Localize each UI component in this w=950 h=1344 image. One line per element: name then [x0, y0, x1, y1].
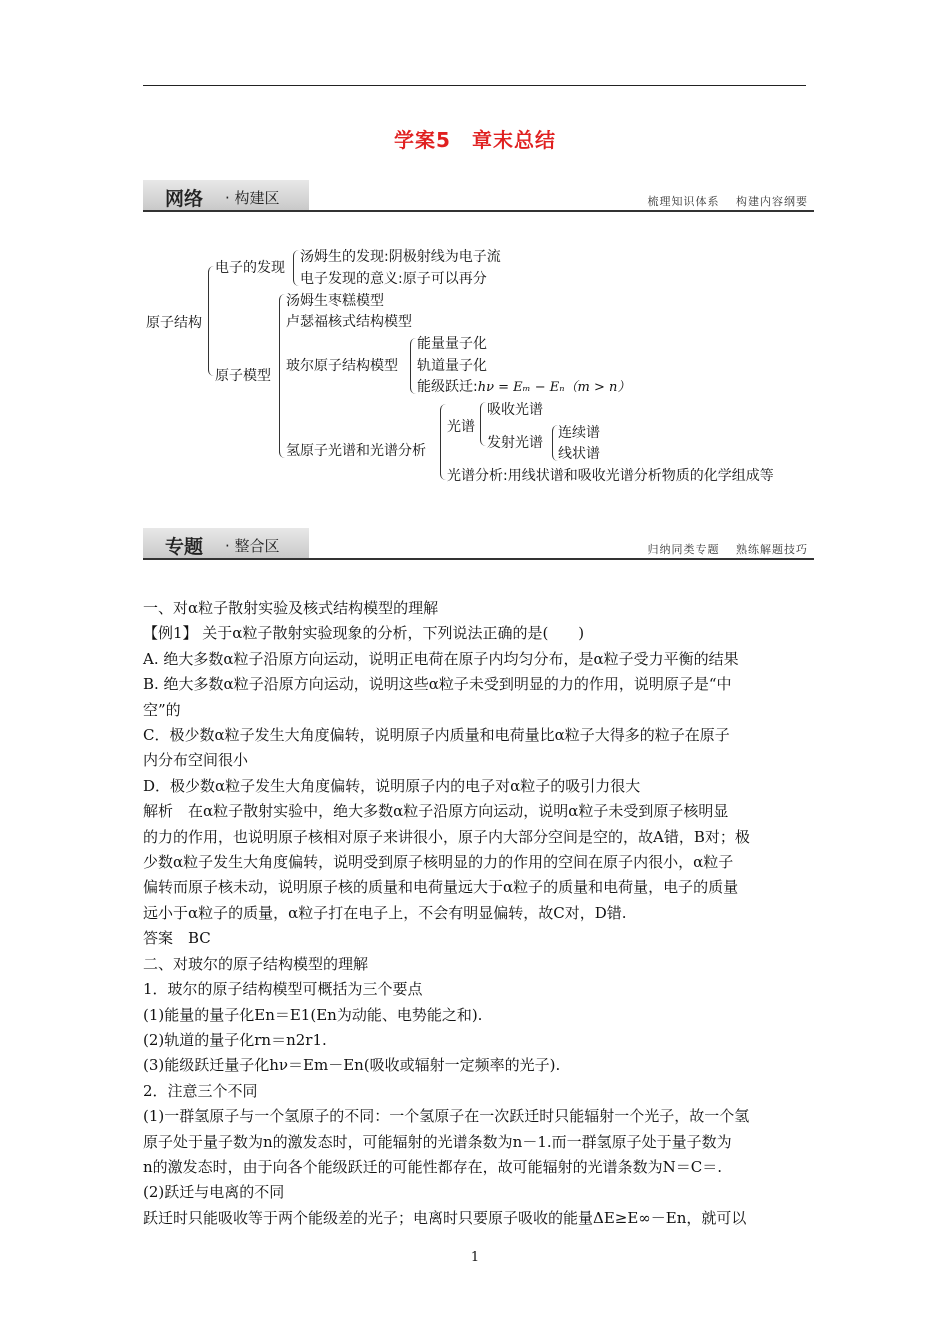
tree-plum: 汤姆生枣糕模型 — [286, 293, 384, 309]
brace-model — [279, 294, 286, 458]
tree-energy-q: 能量量子化 — [417, 336, 487, 352]
text-line: (2)轨道的量子化rn＝n2r1. — [143, 1030, 327, 1049]
text-line: 内分布空间很小 — [143, 751, 249, 770]
text-line: 一、对α粒子散射实验及核式结构模型的理解 — [143, 599, 439, 617]
banner-line — [143, 558, 814, 560]
text-line: 2．注意三个不同 — [143, 1081, 258, 1100]
knowledge-tree — [0, 0, 950, 500]
text-line: 少数α粒子发生大角度偏转，说明受到原子核明显的力的作用的空间在原子内很小，α粒子 — [143, 853, 734, 872]
page-number: 1 — [470, 1250, 480, 1265]
banner-tab — [143, 528, 309, 558]
text-line: 二、对玻尔的原子结构模型的理解 — [143, 954, 369, 973]
tree-thomson-discovery: 汤姆生的发现:阴极射线为电子流 — [300, 249, 501, 265]
text-line: 跃迁时只能吸收等于两个能级差的光子；电离时只要原子吸收的能量ΔE≥E∞－En，就可以 — [143, 1208, 747, 1227]
text-line: 解析 在α粒子散射实验中，绝大多数α粒子沿原方向运动，说明α粒子未受到原子核明显 — [143, 802, 729, 821]
tree-root: 原子结构 — [146, 315, 202, 331]
text-line: 远小于α粒子的质量，α粒子打在电子上，不会有明显偏转，故C对，D错. — [143, 903, 627, 922]
tree-line: 线状谱 — [558, 446, 600, 462]
text-line: (3)能级跃迁量子化hν＝Em－En(吸收或辐射一定频率的光子). — [143, 1056, 561, 1075]
tree-rutherford: 卢瑟福核式结构模型 — [286, 314, 412, 330]
banner-sub: · 整合区 — [225, 537, 280, 555]
text-line: (1)能量的量子化En＝E1(En为动能、电势能之和). — [143, 1005, 483, 1024]
tree-spectrum: 光谱 — [447, 419, 475, 435]
brace-bohr — [410, 338, 416, 394]
page-title: 学案5 章末总结 — [394, 128, 556, 152]
brace-spectrum-analysis — [440, 404, 446, 480]
text-line: 答案 BC — [143, 929, 211, 948]
brace-root — [208, 266, 215, 376]
banner-main: 网络 — [165, 188, 204, 210]
tree-model: 原子模型 — [215, 368, 271, 384]
text-line: (2)跃迁与电离的不同 — [143, 1183, 285, 1202]
body-text — [143, 596, 811, 1231]
tree-bohr: 玻尔原子结构模型 — [286, 358, 398, 374]
text-line: (1)一群氢原子与一个氢原子的不同：一个氢原子在一次跃迁时只能辐射一个光子，故一个氢 — [143, 1107, 750, 1126]
tree-electron: 电子的发现 — [215, 260, 285, 276]
text-line: 空”的 — [143, 700, 181, 719]
banner-sub: · 构建区 — [225, 189, 280, 207]
tree-absorption: 吸收光谱 — [487, 402, 543, 418]
text-line: 的力的作用，也说明原子核相对原子来讲很小，原子内大部分空间是空的，故A错，B对；极 — [143, 827, 750, 846]
tree-electron-meaning: 电子发现的意义:原子可以再分 — [300, 271, 487, 287]
text-line: n的激发态时，由于向各个能级跃迁的可能性都存在，故可能辐射的光谱条数为N＝C＝. — [143, 1157, 723, 1176]
text-line: 偏转而原子核未动，说明原子核的质量和电荷量远大于α粒子的质量和电荷量，电子的质量 — [143, 878, 739, 897]
text-line: C．极少数α粒子发生大角度偏转，说明原子内质量和电荷量比α粒子大得多的粒子在原子 — [143, 726, 730, 745]
topic-banner — [143, 528, 814, 560]
transition-formula: hν = Eₘ − Eₙ（m > n） — [477, 380, 631, 395]
tree-continuous: 连续谱 — [558, 425, 600, 441]
brace-spectrum — [480, 402, 486, 446]
brace-electron — [293, 250, 299, 286]
text-line: B. 绝大多数α粒子沿原方向运动，说明这些α粒子未受到明显的力的作用，说明原子是“中 — [143, 675, 732, 694]
tree-emission: 发射光谱 — [487, 435, 543, 451]
text-line: D．极少数α粒子发生大角度偏转，说明原子内的电子对α粒子的吸引力很大 — [143, 776, 641, 795]
tree-analysis: 光谱分析:用线状谱和吸收光谱分析物质的化学组成等 — [447, 468, 774, 484]
banner-right: 归纳同类专题 熟练解题技巧 — [647, 543, 808, 556]
text-line: 【例1】 关于α粒子散射实验现象的分析，下列说法正确的是( ) — [143, 624, 585, 643]
tree-spectrum-analysis: 氢原子光谱和光谱分析 — [286, 443, 426, 459]
text-line: A. 绝大多数α粒子沿原方向运动，说明正电荷在原子内均匀分布，是α粒子受力平衡的结果 — [143, 649, 739, 668]
text-line: 1．玻尔的原子结构模型可概括为三个要点 — [143, 980, 423, 999]
transition-label: 能级跃迁: — [417, 379, 478, 395]
tree-orbit-q: 轨道量子化 — [417, 358, 487, 374]
text-line: 原子处于量子数为n的激发态时，可能辐射的光谱条数为n－1.而一群氢原子处于量子数为 — [143, 1132, 732, 1151]
banner-main: 专题 — [165, 536, 204, 558]
tree-transition — [417, 378, 630, 397]
banner-right: 梳理知识体系 构建内容纲要 — [647, 195, 808, 208]
